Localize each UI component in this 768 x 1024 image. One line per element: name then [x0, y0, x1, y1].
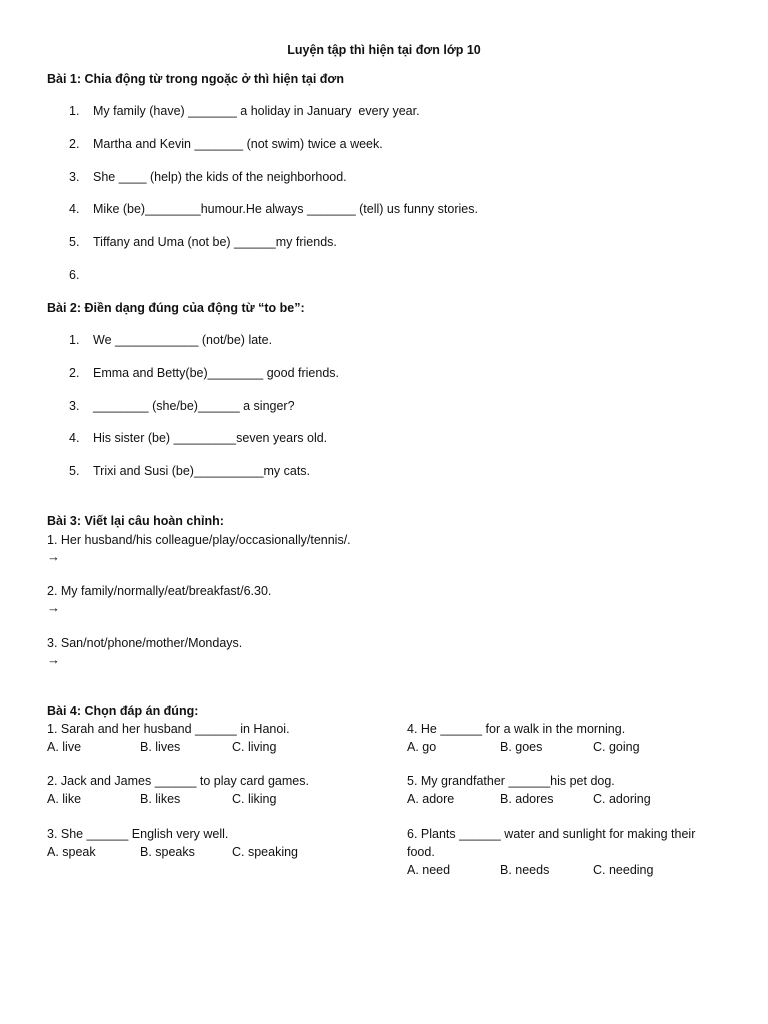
ex4-question-continued: food.	[407, 845, 435, 859]
ex2-item	[69, 366, 339, 380]
item-text: My family (have) _______ a holiday in January every year.	[93, 104, 420, 118]
arrow-icon: →	[47, 549, 60, 564]
ex1-item	[69, 104, 420, 118]
option-c: C. needing	[593, 863, 654, 877]
item-number: 3.	[69, 399, 80, 413]
item-text: Trixi and Susi (be)__________my cats.	[93, 464, 311, 478]
option-b: B. likes	[140, 792, 181, 806]
item-text: We ____________ (not/be) late.	[93, 333, 273, 347]
option-a: A. go	[407, 740, 437, 754]
option-c: C. living	[232, 740, 277, 754]
ex1-item	[69, 170, 347, 184]
item-number: 4.	[69, 431, 80, 445]
option-c: C. liking	[232, 792, 277, 806]
arrow-icon: →	[47, 600, 60, 615]
option-b: B. needs	[500, 863, 550, 877]
option-b: B. goes	[500, 740, 543, 754]
item-number: 1.	[69, 104, 80, 118]
ex1-item	[69, 235, 337, 249]
ex2-heading: Bài 2: Điền dạng đúng của động từ “to be”:	[47, 301, 305, 315]
ex1-item	[69, 137, 383, 151]
item-text: His sister (be) _________seven years old.	[93, 431, 328, 445]
ex3-item: 1. Her husband/his colleague/play/occasionally/tennis/.	[47, 533, 351, 547]
option-a: A. like	[47, 792, 82, 806]
item-number: 1.	[69, 333, 80, 347]
ex2-item	[69, 431, 327, 445]
option-c: C. going	[593, 740, 640, 754]
ex2-item	[69, 333, 272, 347]
ex4-question: 3. She ______ English very well.	[47, 827, 229, 841]
page-title: Luyện tập thì hiện tại đơn lớp 10	[287, 43, 481, 57]
ex4-heading: Bài 4: Chọn đáp án đúng:	[47, 704, 199, 718]
ex1-heading: Bài 1: Chia động từ trong ngoặc ở thì hiện tại đơn	[47, 72, 344, 86]
item-text: She ____ (help) the kids of the neighborhood.	[93, 170, 347, 184]
item-number: 5.	[69, 235, 80, 249]
item-text: Martha and Kevin _______ (not swim) twice a week.	[93, 137, 383, 151]
item-number: 5.	[69, 464, 80, 478]
ex3-item: 3. San/not/phone/mother/Mondays.	[47, 636, 243, 650]
option-a: A. adore	[407, 792, 455, 806]
ex4-question: 6. Plants ______ water and sunlight for making their	[407, 827, 696, 841]
option-a: A. need	[407, 863, 451, 877]
option-a: A. speak	[47, 845, 96, 859]
ex4-question: 5. My grandfather ______his pet dog.	[407, 774, 615, 788]
item-text: ________ (she/be)______ a singer?	[93, 399, 295, 413]
ex3-heading: Bài 3: Viết lại câu hoàn chỉnh:	[47, 514, 224, 528]
ex4-question: 4. He ______ for a walk in the morning.	[407, 722, 626, 736]
item-number: 2.	[69, 137, 80, 151]
option-c: C. adoring	[593, 792, 651, 806]
item-number: 4.	[69, 202, 80, 216]
ex4-question: 1. Sarah and her husband ______ in Hanoi.	[47, 722, 290, 736]
ex4-question: 2. Jack and James ______ to play card games.	[47, 774, 309, 788]
item-number: 2.	[69, 366, 80, 380]
ex3-item: 2. My family/normally/eat/breakfast/6.30.	[47, 584, 272, 598]
ex1-item	[69, 268, 93, 282]
option-b: B. adores	[500, 792, 554, 806]
option-b: B. lives	[140, 740, 181, 754]
ex2-item	[69, 464, 310, 478]
ex2-item	[69, 399, 295, 413]
option-a: A. live	[47, 740, 82, 754]
item-text: Tiffany and Uma (not be) ______my friends.	[93, 235, 337, 249]
item-text: Mike (be)________humour.He always _______ (tell) us funny stories.	[93, 202, 478, 216]
option-c: C. speaking	[232, 845, 299, 859]
ex1-item	[69, 202, 478, 216]
arrow-icon: →	[47, 652, 60, 667]
item-number: 6.	[69, 268, 80, 282]
option-b: B. speaks	[140, 845, 195, 859]
item-text: Emma and Betty(be)________ good friends.	[93, 366, 339, 380]
item-number: 3.	[69, 170, 80, 184]
